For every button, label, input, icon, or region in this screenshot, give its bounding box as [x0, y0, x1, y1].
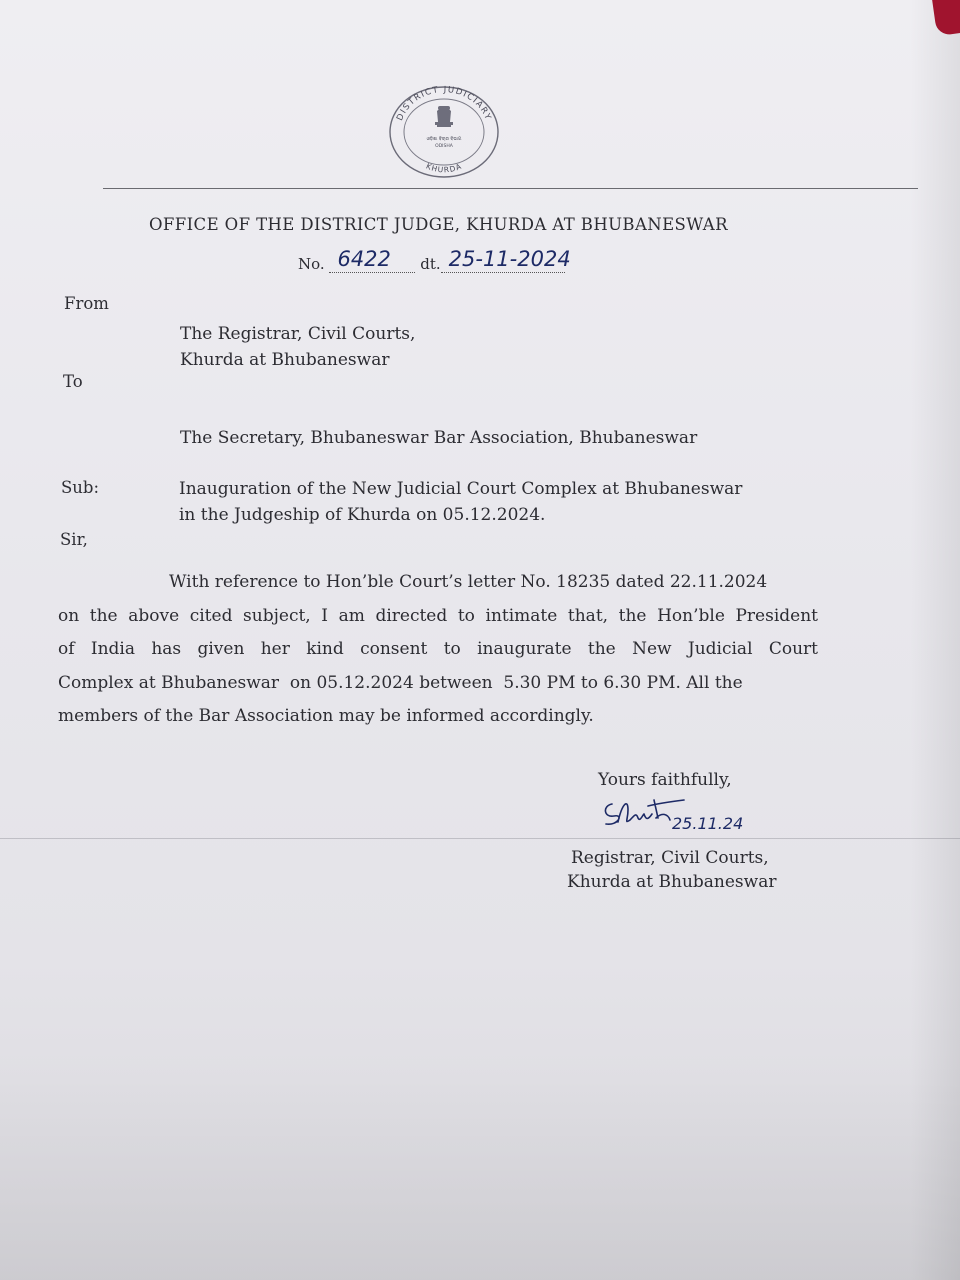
office-title: OFFICE OF THE DISTRICT JUDGE, KHURDA AT BHUBANESWAR — [149, 215, 728, 234]
emblem-icon — [435, 106, 453, 127]
no-field — [329, 247, 415, 273]
from-line-1: The Registrar, Civil Courts, — [180, 324, 416, 344]
district-judiciary-seal — [388, 84, 500, 180]
header-rule — [103, 188, 918, 189]
handwritten-letter-date: 25-11-2024 — [448, 247, 571, 271]
body-line-5: members of the Bar Association may be informed accordingly. — [58, 706, 594, 727]
designation-line-1: Registrar, Civil Courts, — [571, 848, 769, 868]
seal-bottom-text: KHURDA — [424, 161, 464, 175]
from-line-2: Khurda at Bhubaneswar — [180, 350, 390, 370]
seal-inner-text-odisha: ODISHA — [435, 144, 453, 149]
designation-line-2: Khurda at Bhubaneswar — [567, 872, 777, 892]
dt-field — [441, 247, 571, 273]
handwritten-letter-number: 6422 — [337, 247, 391, 271]
seal-ring-text: DISTRICT JUDICIARY — [395, 84, 493, 123]
page-shadow-bottom — [0, 1060, 960, 1280]
sub-label: Sub: — [61, 478, 100, 497]
paper-fold-line — [0, 838, 960, 839]
subject-line-1: Inauguration of the New Judicial Court Complex at Bhubaneswar — [179, 479, 743, 499]
body-paragraph — [58, 566, 818, 734]
body-line-2: on the above cited subject, I am directed to intimate that, the Hon’ble President — [58, 605, 818, 626]
dt-label: dt. — [420, 255, 441, 273]
to-line-1: The Secretary, Bhubaneswar Bar Association, Bhubaneswar — [180, 428, 698, 448]
seal-inner-text-odia: ଓଡ଼ିଶା ବିଚାର ବିଭାଗ — [426, 137, 462, 142]
salutation: Sir, — [60, 530, 88, 549]
body-line-1: With reference to Hon’ble Court’s letter No. 18235 dated 22.11.2024 — [169, 572, 768, 592]
body-line-4: Complex at Bhubaneswar on 05.12.2024 between 5.30 PM to 6.30 PM. All the — [58, 672, 743, 693]
reference-line — [298, 247, 571, 273]
to-label: To — [63, 372, 83, 391]
valediction: Yours faithfully, — [598, 770, 732, 790]
subject-line-2: in the Judgeship of Khurda on 05.12.2024. — [179, 505, 546, 525]
from-label: From — [64, 294, 109, 313]
svg-text:KHURDA — [425, 161, 464, 174]
no-label: No. — [298, 255, 325, 273]
signature-date: 25.11.24 — [672, 814, 744, 833]
body-line-3: of India has given her kind consent to inaugurate the New Judicial Court — [58, 639, 818, 660]
